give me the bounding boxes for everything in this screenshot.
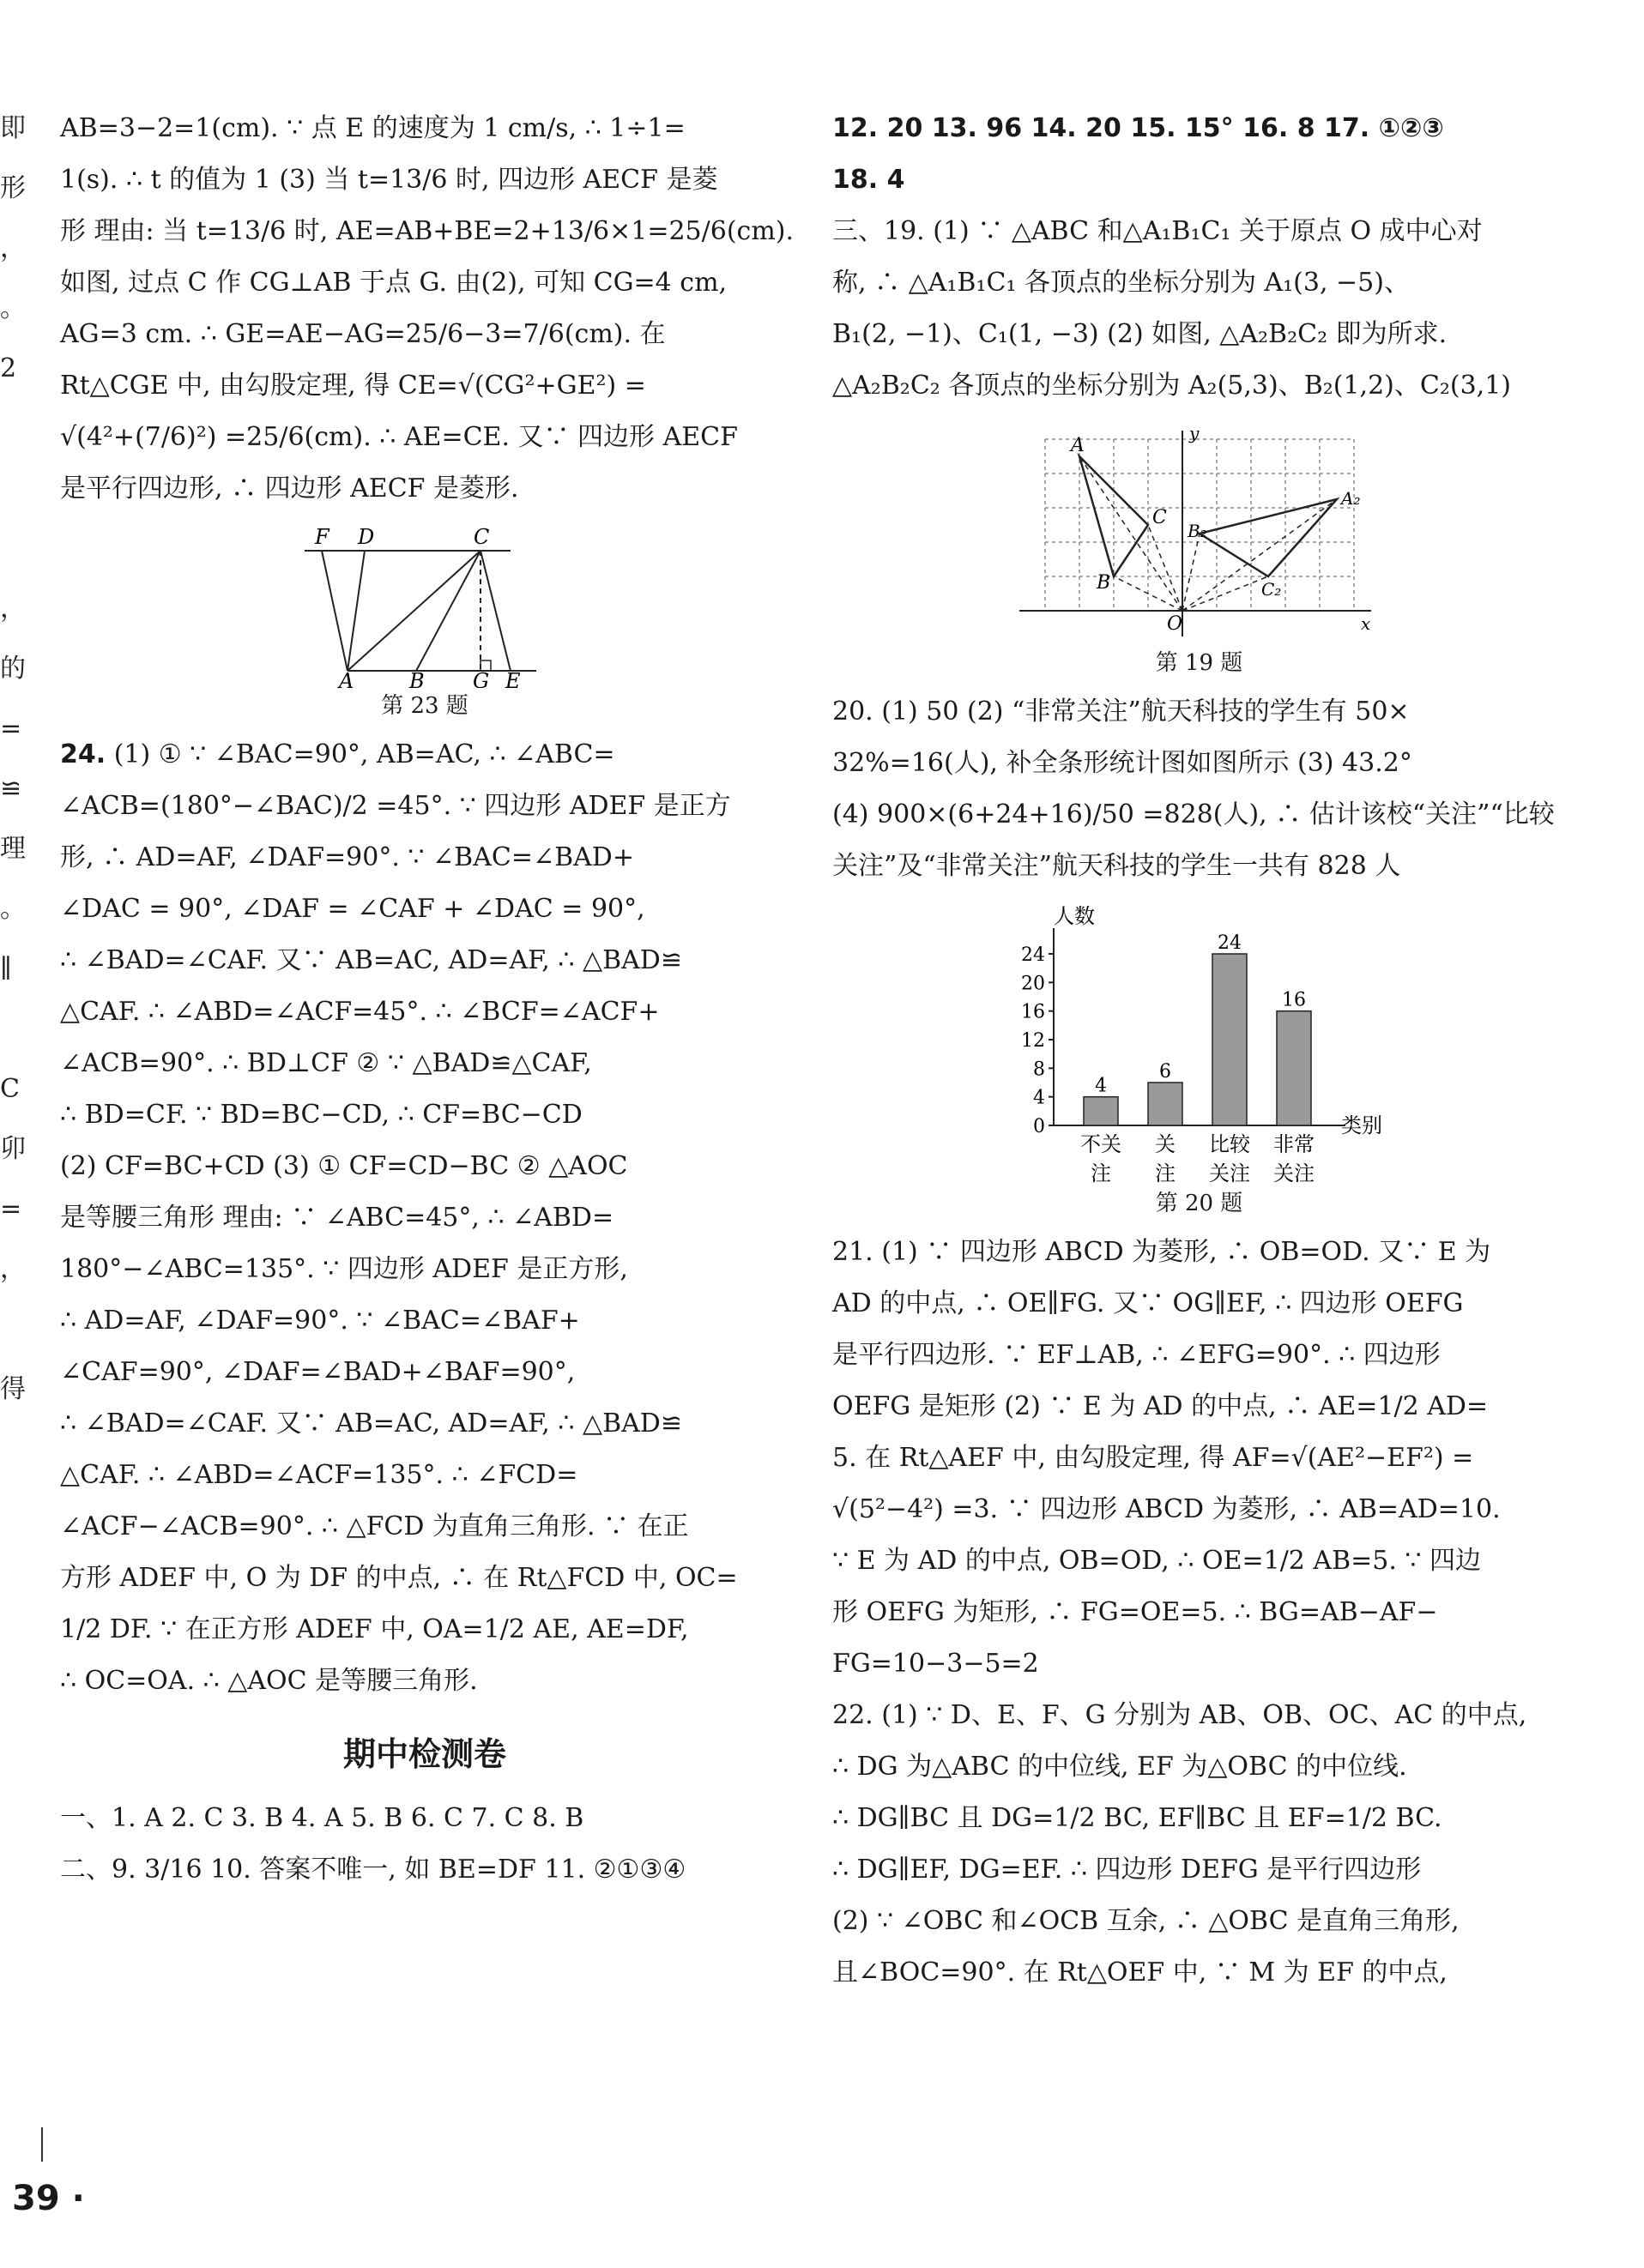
answer-line: 5. 在 Rt△AEF 中, 由勾股定理, 得 AF=√(AE²−EF²) = bbox=[832, 1443, 1474, 1473]
answer-line: 方形 ADEF 中, O 为 DF 的中点, ∴ 在 Rt△FCD 中, OC= bbox=[60, 1563, 738, 1593]
chart-data-label: 24 bbox=[1217, 932, 1242, 954]
answer-line: 32%=16(人), 补全条形统计图如图所示 (3) 43.2° bbox=[832, 748, 1412, 778]
answer-line: B₁(2, −1)、C₁(1, −3) (2) 如图, △A₂B₂C₂ 即为所求. bbox=[832, 319, 1448, 349]
q24-answer bbox=[60, 729, 789, 1707]
answer-line: (4) 900×(6+24+16)/50 =828(人), ∴ 估计该校“关注”“比较 bbox=[832, 799, 1555, 829]
answer-line: AB=3−2=1(cm). ∵ 点 E 的速度为 1 cm/s, ∴ 1÷1= bbox=[60, 113, 686, 143]
answer-line: Rt△CGE 中, 由勾股定理, 得 CE=√(CG²+GE²) = bbox=[60, 371, 646, 401]
answer-line: ∠CAF=90°, ∠DAF=∠BAD+∠BAF=90°, bbox=[60, 1357, 576, 1387]
answer-line: ∠ACF−∠ACB=90°. ∴ △FCD 为直角三角形. ∵ 在正 bbox=[60, 1511, 689, 1541]
fig23-label-c: C bbox=[474, 525, 490, 549]
answer-line: 形, ∴ AD=AF, ∠DAF=90°. ∵ ∠BAC=∠BAD+ bbox=[60, 842, 634, 872]
answer-line: √(4²+(7/6)²) =25/6(cm). ∴ AE=CE. 又∵ 四边形 AECF bbox=[60, 422, 738, 452]
fig19-label-b2: B₂ bbox=[1187, 521, 1207, 541]
fig19-label-x: x bbox=[1360, 613, 1370, 634]
answer-line: 180°−∠ABC=135°. ∵ 四边形 ADEF 是正方形, bbox=[60, 1254, 628, 1284]
fig23-label-a: A bbox=[339, 669, 354, 688]
answer-line: 1(s). ∴ t 的值为 1 (3) 当 t=13/6 时, 四边形 AECF 是菱 bbox=[60, 165, 718, 195]
chart-bar bbox=[1277, 1011, 1311, 1125]
fig19-label-o: O bbox=[1166, 613, 1182, 635]
answer-line: 形 理由: 当 t=13/6 时, AE=AB+BE=2+13/6×1=25/6(cm). bbox=[60, 216, 795, 246]
answer-line: 关注”及“非常关注”航天科技的学生一共有 828 人 bbox=[832, 851, 1401, 881]
fig23-label-f: F bbox=[315, 525, 329, 549]
answer-line: 三、19. (1) ∵ △ABC 和△A₁B₁C₁ 关于原点 O 成中心对 bbox=[832, 216, 1483, 246]
chart-y-tick-label: 12 bbox=[1020, 1030, 1045, 1052]
chart-category-label: 注 bbox=[1090, 1161, 1111, 1185]
fig23-label-d: D bbox=[358, 525, 375, 549]
fig19-label-c: C bbox=[1151, 507, 1167, 528]
answer-line: √(5²−4²) =3. ∵ 四边形 ABCD 为菱形, ∴ AB=AD=10. bbox=[832, 1494, 1501, 1524]
q19-answer bbox=[832, 206, 1566, 412]
left-column bbox=[60, 103, 795, 1896]
fig23-label-b: B bbox=[409, 669, 425, 688]
fig23-edge-cb bbox=[416, 551, 481, 671]
q22-answer bbox=[832, 1690, 1566, 1999]
fig19-label-c2: C₂ bbox=[1260, 579, 1281, 600]
edge-char: 即 bbox=[0, 113, 26, 143]
answer-line: ∵ E 为 AD 的中点, OB=OD, ∴ OE=1/2 AB=5. ∵ 四边 bbox=[832, 1546, 1482, 1576]
answer-line: 22. (1) ∵ D、E、F、G 分别为 AB、OB、OC、AC 的中点, bbox=[832, 1700, 1527, 1730]
fig23-edge-fa bbox=[322, 551, 348, 671]
figure-19 bbox=[1019, 422, 1380, 645]
answer-line: AD 的中点, ∴ OE∥FG. 又∵ OG∥EF, ∴ 四边形 OEFG bbox=[832, 1288, 1464, 1318]
edge-char: 。 bbox=[0, 293, 26, 323]
answer-text: (1) ① ∵ ∠BAC=90°, AB=AC, ∴ ∠ABC= bbox=[113, 739, 615, 769]
answer-line: ∴ DG 为△ABC 的中位线, EF 为△OBC 的中位线. bbox=[832, 1752, 1407, 1782]
q20-answer bbox=[832, 686, 1566, 892]
page-number: 39 · bbox=[12, 2179, 85, 2218]
fig23-caption: 第 23 题 bbox=[381, 693, 468, 719]
answer-line: ∠ACB=(180°−∠BAC)/2 =45°. ∵ 四边形 ADEF 是正方 bbox=[60, 791, 731, 821]
answer-line: 1/2 DF. ∵ 在正方形 ADEF 中, OA=1/2 AE, AE=DF, bbox=[60, 1614, 689, 1644]
chart-data-label: 6 bbox=[1158, 1061, 1171, 1083]
edge-char: ∥ bbox=[0, 954, 12, 984]
chart-category-label: 比较 bbox=[1208, 1132, 1250, 1156]
chart-xlabel: 类别 bbox=[1340, 1113, 1382, 1137]
question-number: 24. bbox=[60, 739, 106, 769]
figure-23 bbox=[296, 525, 553, 688]
answer-line: (2) CF=BC+CD (3) ① CF=CD−BC ② △AOC bbox=[60, 1151, 628, 1181]
chart-y-tick-label: 20 bbox=[1020, 973, 1045, 995]
fig20-caption: 第 20 题 bbox=[1155, 1191, 1243, 1216]
chart-bar bbox=[1148, 1083, 1182, 1125]
edge-char: 形 bbox=[0, 173, 26, 203]
fig23-label-g: G bbox=[473, 669, 490, 688]
edge-char: ≌ bbox=[0, 774, 22, 804]
fig19-label-y: y bbox=[1188, 423, 1199, 443]
fig23-edge-ca bbox=[348, 551, 481, 671]
answer-line: 形 OEFG 为矩形, ∴ FG=OE=5. ∴ BG=AB−AF− bbox=[832, 1597, 1438, 1627]
chart-category-label: 关 bbox=[1154, 1132, 1176, 1156]
chart-y-tick-label: 0 bbox=[1032, 1116, 1045, 1137]
answer-line: OEFG 是矩形 (2) ∵ E 为 AD 的中点, ∴ AE=1/2 AD= bbox=[832, 1391, 1489, 1421]
chart-category-label: 注 bbox=[1154, 1161, 1176, 1185]
mc-answer-line: 一、1. A 2. C 3. B 4. A 5. B 6. C 7. C 8. B bbox=[60, 1803, 584, 1833]
fig19-dash-ob2 bbox=[1182, 534, 1200, 611]
fig19-label-a: A bbox=[1070, 435, 1085, 456]
answer-line: 如图, 过点 C 作 CG⊥AB 于点 G. 由(2), 可知 CG=4 cm, bbox=[60, 268, 728, 298]
answer-line: ∴ AD=AF, ∠DAF=90°. ∵ ∠BAC=∠BAF+ bbox=[60, 1306, 580, 1336]
q21-answer bbox=[832, 1227, 1566, 1690]
answer-line: △A₂B₂C₂ 各顶点的坐标分别为 A₂(5,3)、B₂(1,2)、C₂(3,1) bbox=[832, 371, 1511, 401]
mc-answers bbox=[60, 1793, 789, 1896]
fig19-dash-oa bbox=[1079, 456, 1182, 611]
answer-line: 是平行四边形. ∵ EF⊥AB, ∴ ∠EFG=90°. ∴ 四边形 bbox=[832, 1340, 1441, 1370]
answer-line: 20. (1) 50 (2) “非常关注”航天科技的学生有 50× bbox=[832, 697, 1410, 727]
edge-char: 2 bbox=[0, 353, 17, 383]
answer-line: 是等腰三角形 理由: ∵ ∠ABC=45°, ∴ ∠ABD= bbox=[60, 1203, 614, 1233]
answer-line: ∴ DG∥BC 且 DG=1/2 BC, EF∥BC 且 EF=1/2 BC. bbox=[832, 1803, 1442, 1833]
chart-category-label: 非常 bbox=[1272, 1132, 1315, 1156]
fig19-triangle-a2b2c2 bbox=[1200, 499, 1337, 576]
answer-line: 且∠BOC=90°. 在 Rt△OEF 中, ∵ M 为 EF 的中点, bbox=[832, 1957, 1448, 1988]
edge-char: = bbox=[0, 714, 22, 744]
edge-char: 得 bbox=[0, 1374, 26, 1404]
figure-20-bar-chart bbox=[1002, 902, 1397, 1185]
edge-char: ， bbox=[0, 594, 26, 624]
fig19-label-b: B bbox=[1096, 572, 1110, 594]
edge-char: 卯 bbox=[0, 1134, 26, 1164]
answer-line: ∴ BD=CF. ∵ BD=BC−CD, ∴ CF=BC−CD bbox=[60, 1100, 583, 1130]
chart-data-label: 16 bbox=[1281, 989, 1306, 1011]
fig23-edge-ce bbox=[481, 551, 511, 671]
chart-y-tick-label: 8 bbox=[1032, 1059, 1045, 1081]
chart-y-tick-label: 16 bbox=[1020, 1001, 1045, 1023]
answer-line bbox=[60, 729, 789, 781]
fig19-dash-oc2 bbox=[1182, 576, 1268, 611]
chart-bar bbox=[1212, 954, 1247, 1125]
answer-line: △CAF. ∴ ∠ABD=∠ACF=135°. ∴ ∠FCD= bbox=[60, 1460, 578, 1490]
chart-bar bbox=[1084, 1097, 1118, 1125]
edge-char: ， bbox=[0, 233, 26, 263]
chart-y-tick-label: 24 bbox=[1020, 944, 1045, 966]
answer-line: 21. (1) ∵ 四边形 ABCD 为菱形, ∴ OB=OD. 又∵ E 为 bbox=[832, 1237, 1491, 1267]
answer-line: ∴ DG∥EF, DG=EF. ∴ 四边形 DEFG 是平行四边形 bbox=[832, 1855, 1422, 1885]
edge-char: = bbox=[0, 1194, 22, 1224]
chart-category-label: 关注 bbox=[1208, 1161, 1250, 1185]
fill-answer-line: 二、9. 3/16 10. 答案不唯一, 如 BE=DF 11. ②①③④ bbox=[60, 1855, 686, 1885]
chart-category-label: 不关 bbox=[1079, 1132, 1121, 1156]
answer-line: (2) ∵ ∠OBC 和∠OCB 互余, ∴ △OBC 是直角三角形, bbox=[832, 1906, 1460, 1936]
fig19-dash-oa2 bbox=[1182, 499, 1337, 611]
edge-char: ， bbox=[0, 1254, 26, 1284]
fill-line-18: 18. 4 bbox=[832, 165, 905, 195]
edge-char: 理 bbox=[0, 834, 26, 864]
answer-line: FG=10−3−5=2 bbox=[832, 1649, 1039, 1679]
right-column bbox=[832, 103, 1566, 1999]
answer-line: ∴ ∠BAD=∠CAF. 又∵ AB=AC, AD=AF, ∴ △BAD≌ bbox=[60, 1408, 682, 1439]
fig19-caption: 第 19 题 bbox=[1155, 650, 1243, 676]
answer-line: ∴ OC=OA. ∴ △AOC 是等腰三角形. bbox=[60, 1666, 478, 1696]
chart-ylabel: 人数 bbox=[1053, 904, 1095, 928]
chart-category-label: 关注 bbox=[1272, 1161, 1315, 1185]
fig23-label-e: E bbox=[505, 669, 521, 688]
fill-line-12-17: 12. 20 13. 96 14. 20 15. 15° 16. 8 17. ①②③ bbox=[832, 113, 1444, 143]
answer-line: ∠ACB=90°. ∴ BD⊥CF ② ∵ △BAD≌△CAF, bbox=[60, 1048, 592, 1078]
answer-line: ∴ ∠BAD=∠CAF. 又∵ AB=AC, AD=AF, ∴ △BAD≌ bbox=[60, 945, 682, 975]
q23-answer bbox=[60, 103, 795, 515]
fill-answers-cont bbox=[832, 103, 1566, 206]
answer-line: ∠DAC = 90°, ∠DAF = ∠CAF + ∠DAC = 90°, bbox=[60, 894, 645, 924]
fig23-edge-da bbox=[348, 551, 365, 671]
answer-line: △CAF. ∴ ∠ABD=∠ACF=45°. ∴ ∠BCF=∠ACF+ bbox=[60, 997, 660, 1027]
edge-char: 。 bbox=[0, 894, 26, 924]
section-title: 期中检测卷 bbox=[342, 1735, 506, 1773]
edge-char: C bbox=[0, 1074, 20, 1104]
answer-line: AG=3 cm. ∴ GE=AE−AG=25/6−3=7/6(cm). 在 bbox=[60, 319, 666, 349]
edge-char: 的 bbox=[0, 654, 26, 684]
answer-line: 称, ∴ △A₁B₁C₁ 各顶点的坐标分别为 A₁(3, −5)、 bbox=[832, 268, 1410, 298]
chart-y-tick-label: 4 bbox=[1032, 1087, 1045, 1109]
margin-rule bbox=[41, 2127, 43, 2162]
chart-data-label: 4 bbox=[1094, 1075, 1107, 1097]
fig19-label-a2: A₂ bbox=[1340, 488, 1360, 509]
answer-line: 是平行四边形, ∴ 四边形 AECF 是菱形. bbox=[60, 474, 519, 504]
